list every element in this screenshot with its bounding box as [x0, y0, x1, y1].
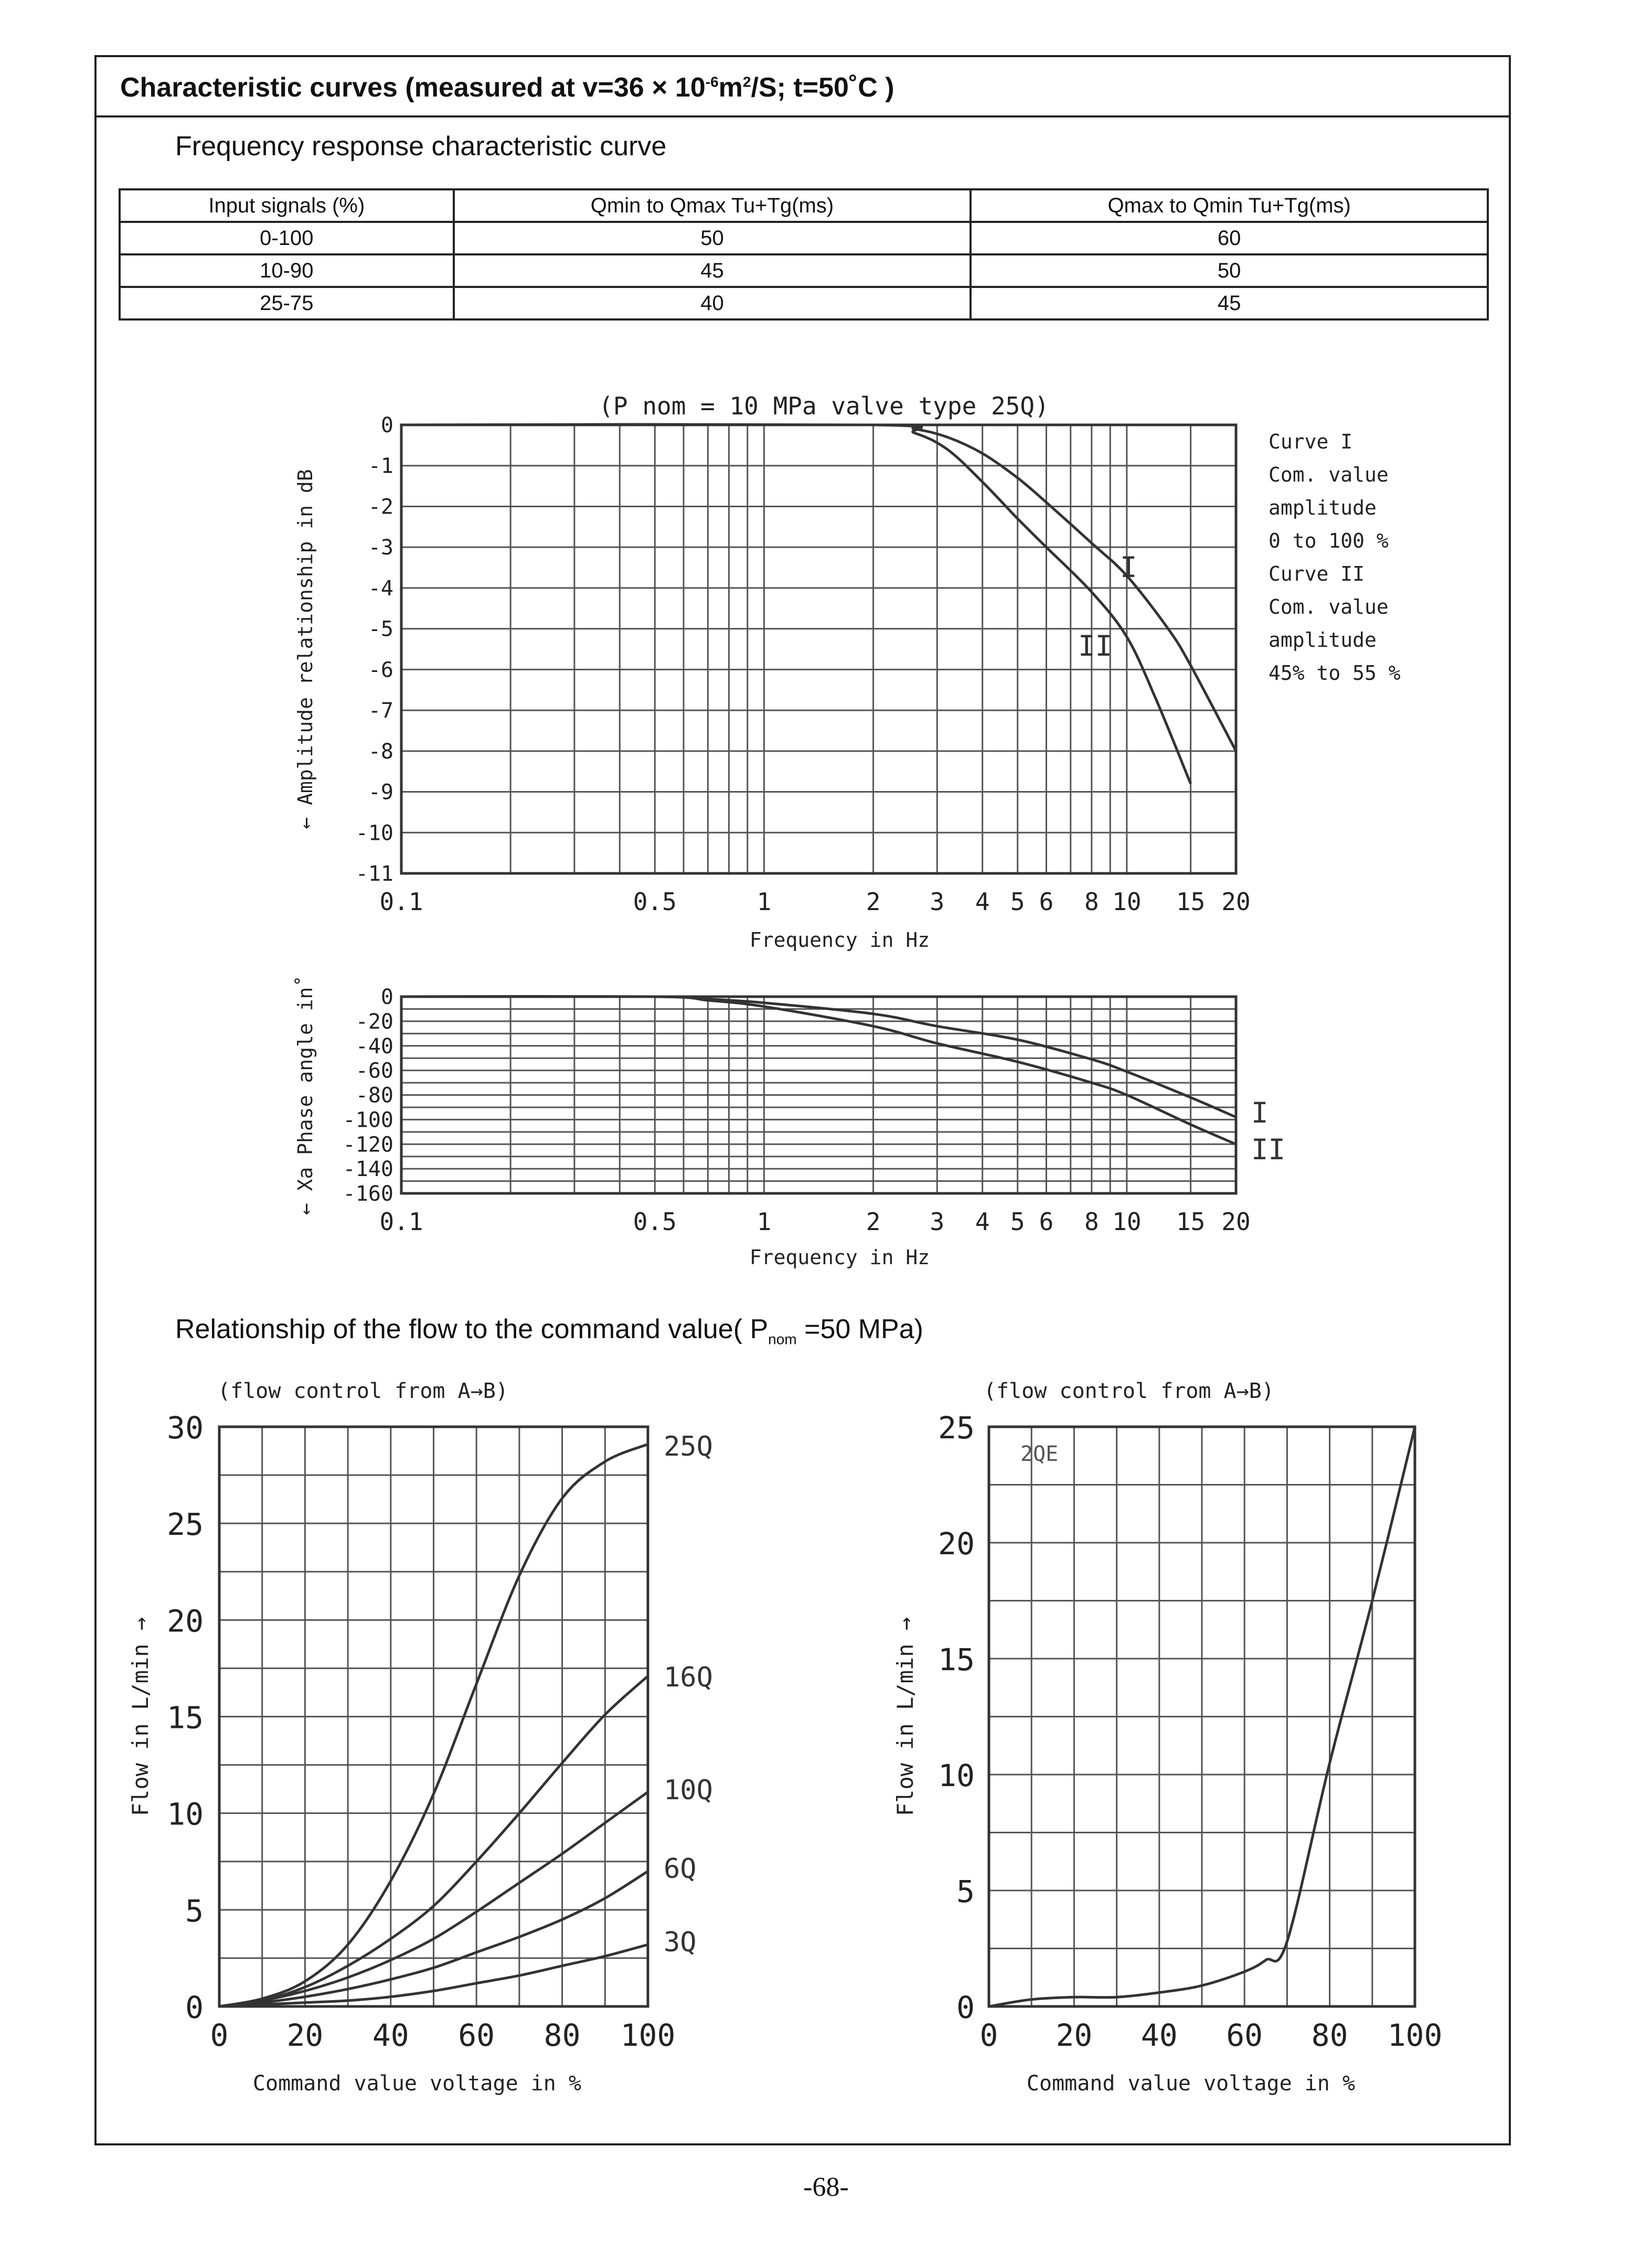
legend-line: amplitude — [1269, 496, 1377, 519]
x-tick-label: 60 — [1226, 2017, 1263, 2053]
x-tick-label: 2 — [866, 1208, 881, 1236]
x-axis-label: Command value voltage in % — [1026, 2071, 1356, 2096]
table-cell: 25-75 — [120, 287, 454, 319]
x-tick-label: 8 — [1084, 1208, 1099, 1236]
x-tick-label: 60 — [458, 2017, 495, 2053]
y-axis-label: Flow in L/min → — [127, 1617, 153, 1817]
x-tick-label: 1 — [756, 888, 772, 916]
y-tick-label: -20 — [355, 1009, 393, 1034]
series-label-I: I — [1251, 1096, 1269, 1129]
y-tick-label: -2 — [368, 495, 393, 519]
table-cell: 45 — [971, 287, 1488, 319]
y-tick-label: -160 — [343, 1182, 393, 1206]
x-tick-label: 3 — [930, 888, 945, 916]
x-axis-label: Command value voltage in % — [252, 2071, 582, 2096]
y-tick-label: 10 — [938, 1758, 975, 1793]
title-part: =50 MPa) — [796, 1314, 923, 1344]
x-tick-label: 2 — [866, 888, 881, 916]
x-tick-label: 15 — [1176, 888, 1206, 916]
amplitude-title: (P nom = 10 MPa valve type 25Q) — [599, 392, 1049, 420]
series-label-10Q: 10Q — [664, 1775, 713, 1806]
x-axis-label: Frequency in Hz — [749, 1246, 930, 1269]
y-tick-label: -9 — [368, 780, 393, 805]
y-tick-label: -140 — [343, 1157, 393, 1182]
y-tick-label: 25 — [938, 1410, 975, 1446]
page-number: -68- — [803, 2172, 849, 2202]
y-tick-label: -60 — [355, 1059, 393, 1083]
title-part: Characteristic curves (measured at v=36 × 10 — [120, 72, 706, 103]
table-header: Qmin to Qmax Tu+Tg(ms) — [454, 189, 971, 222]
series-label-6Q: 6Q — [664, 1853, 697, 1885]
title-part: m — [718, 72, 743, 103]
title-subscript: nom — [768, 1331, 797, 1348]
x-tick-label: 6 — [1039, 1208, 1054, 1236]
x-tick-label: 20 — [1221, 888, 1251, 916]
y-tick-label: 10 — [167, 1796, 204, 1832]
x-tick-label: 10 — [1112, 888, 1142, 916]
y-tick-label: -80 — [355, 1083, 393, 1108]
freq-section-title: Frequency response characteristic curve — [175, 131, 667, 162]
phase-chart — [294, 975, 1285, 1269]
x-tick-label: 100 — [1387, 2017, 1443, 2053]
x-axis-label: Frequency in Hz — [749, 928, 930, 952]
title-part: Relationship of the flow to the command value( P — [175, 1314, 769, 1344]
legend-line: Com. value — [1269, 463, 1389, 486]
y-axis-label: ← Amplitude relationship in dB — [294, 469, 317, 829]
y-tick-label: 20 — [167, 1603, 204, 1639]
flow25q-title: (flow control from A→B) — [218, 1379, 508, 1403]
series-label-I: I — [1120, 551, 1137, 584]
legend-line: 45% to 55 % — [1269, 661, 1401, 685]
chart-annotation: 2QE — [1020, 1442, 1059, 1466]
legend-line: Curve II — [1269, 562, 1365, 585]
flow2qe-chart — [892, 1379, 1442, 2096]
table-cell: 40 — [454, 287, 971, 319]
x-tick-label: 80 — [543, 2017, 581, 2053]
y-tick-label: 30 — [167, 1410, 204, 1446]
y-tick-label: -40 — [355, 1034, 393, 1059]
y-axis-label: Flow in L/min → — [892, 1617, 918, 1817]
series-label-3Q: 3Q — [664, 1927, 697, 1958]
x-tick-label: 80 — [1311, 2017, 1348, 2053]
title-exponent: -6 — [705, 73, 719, 90]
x-tick-label: 5 — [1010, 888, 1025, 916]
legend-line: Com. value — [1269, 595, 1389, 618]
y-tick-label: -100 — [343, 1108, 393, 1133]
y-tick-label: -8 — [368, 739, 393, 764]
y-tick-label: 0 — [380, 413, 393, 437]
table-header: Qmax to Qmin Tu+Tg(ms) — [971, 189, 1488, 222]
y-tick-label: 15 — [167, 1700, 204, 1736]
x-tick-label: 100 — [620, 2017, 676, 2053]
y-tick-label: 5 — [185, 1893, 204, 1929]
series-label-25Q: 25Q — [664, 1431, 713, 1462]
y-tick-label: -6 — [368, 658, 393, 682]
x-tick-label: 20 — [286, 2017, 324, 2053]
y-tick-label: 0 — [185, 1990, 204, 2025]
y-tick-label: -4 — [368, 576, 393, 601]
series-label-II: II — [1251, 1133, 1286, 1166]
x-tick-label: 5 — [1010, 1208, 1025, 1236]
x-tick-label: 0 — [979, 2017, 998, 2053]
x-tick-label: 6 — [1039, 888, 1054, 916]
table-cell: 0-100 — [120, 222, 454, 254]
legend-line: amplitude — [1269, 628, 1377, 651]
x-tick-label: 4 — [975, 888, 990, 916]
y-tick-label: -10 — [355, 821, 393, 846]
table-cell: 50 — [454, 222, 971, 254]
title-part: /S; t=50˚C ) — [751, 72, 894, 103]
legend-line: Curve I — [1269, 430, 1353, 453]
flow2qe-title: (flow control from A→B) — [984, 1379, 1274, 1403]
x-tick-label: 10 — [1112, 1208, 1142, 1236]
y-tick-label: 0 — [956, 1990, 975, 2025]
table-cell: 10-90 — [120, 254, 454, 287]
x-tick-label: 0 — [210, 2017, 229, 2053]
x-tick-label: 3 — [930, 1208, 945, 1236]
title-exponent: 2 — [742, 73, 751, 90]
x-tick-label: 20 — [1221, 1208, 1251, 1236]
y-tick-label: -11 — [355, 862, 393, 886]
x-tick-label: 8 — [1084, 888, 1099, 916]
legend-line: 0 to 100 % — [1269, 529, 1389, 552]
x-tick-label: 40 — [372, 2017, 409, 2053]
x-tick-label: 0.5 — [633, 888, 677, 916]
table-cell: 45 — [454, 254, 971, 287]
y-tick-label: -5 — [368, 617, 393, 642]
x-tick-label: 4 — [975, 1208, 990, 1236]
flow25q-chart — [127, 1379, 713, 2096]
x-tick-label: 40 — [1141, 2017, 1178, 2053]
y-tick-label: 5 — [956, 1874, 975, 1909]
y-tick-label: -120 — [343, 1133, 393, 1157]
table-cell: 60 — [971, 222, 1488, 254]
table-cell: 50 — [971, 254, 1488, 287]
y-tick-label: -1 — [368, 454, 393, 478]
table-header: Input signals (%) — [120, 189, 454, 222]
series-line-II — [401, 424, 1191, 784]
x-tick-label: 0.1 — [379, 1208, 423, 1236]
title-clip-mask — [577, 384, 1049, 391]
y-tick-label: -3 — [368, 536, 393, 560]
series-label-16Q: 16Q — [664, 1662, 713, 1693]
y-axis-label: ← Xa Phase angle in˚ — [294, 975, 317, 1215]
y-tick-label: -7 — [368, 699, 393, 723]
x-tick-label: 15 — [1176, 1208, 1206, 1236]
y-tick-label: 15 — [938, 1642, 975, 1678]
y-tick-label: 0 — [380, 985, 393, 1009]
amplitude-chart — [294, 392, 1401, 952]
series-label-II: II — [1078, 629, 1113, 663]
x-tick-label: 1 — [756, 1208, 772, 1236]
x-tick-label: 0.1 — [379, 888, 423, 916]
y-tick-label: 25 — [167, 1507, 204, 1543]
x-tick-label: 20 — [1056, 2017, 1093, 2053]
x-tick-label: 0.5 — [633, 1208, 677, 1236]
y-tick-label: 20 — [938, 1526, 975, 1562]
